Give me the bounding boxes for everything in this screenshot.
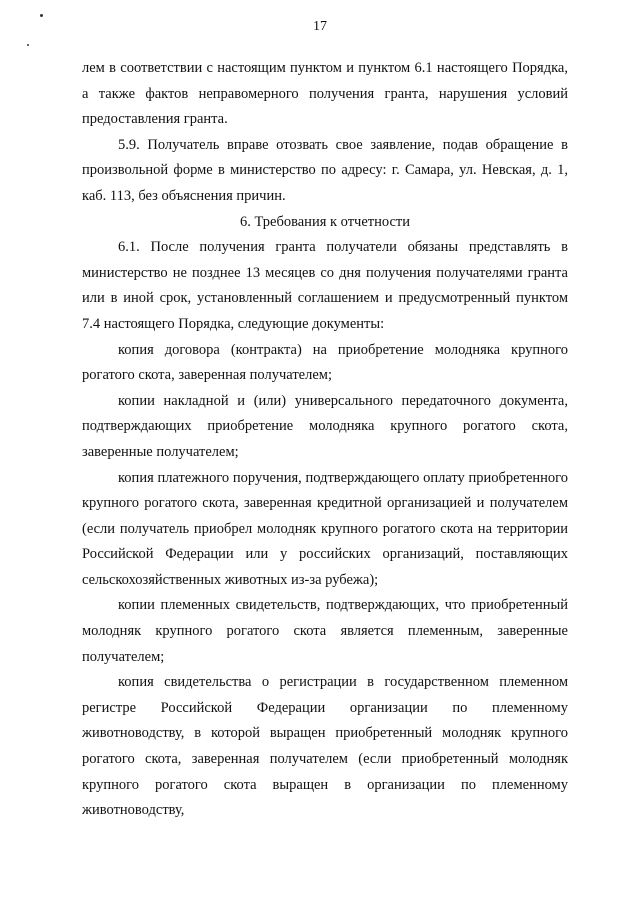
section-heading-6: 6. Требования к отчетности <box>239 213 411 230</box>
paragraph-6-1: 6.1. После получения гранта получатели обязаны представлять в министерство не позднее 13 месяцев со дня получения получателями гранта или в иной срок, установленный соглашением и предусмотренный пунктом 7.4 настоящего Порядка, следующие документы: <box>82 239 568 332</box>
scan-speck <box>40 14 43 17</box>
document-item-breeding-certificates: копии племенных свидетельств, подтверждающих, что приобретенный молодняк крупного рогатого скота является племенным, заверенные получателем; <box>82 597 568 665</box>
document-item-registration-certificate: копия свидетельства о регистрации в государственном племенном регистре Российской Федерации организации по племенному животноводству, в которой выращен приобретенный молодняк крупного рогатого скота, заверенная получателем (если приобретенный молодняк крупного рогатого скота выращен в организации по племенному животноводству, <box>82 674 568 819</box>
document-item-contract-copy: копия договора (контракта) на приобретение молодняка крупного рогатого скота, заверенная получателем; <box>82 341 568 384</box>
document-item-invoice-copies: копии накладной и (или) универсального передаточного документа, подтверждающих приобретение молодняка крупного рогатого скота, заверенные получателем; <box>82 392 568 460</box>
document-item-payment-order-copy: копия платежного поручения, подтверждающего оплату приобретенного крупного рогатого скота, заверенная кредитной организацией и получателем (если получатель приобрел молодняк крупного рогатого скота на территории Российской Федерации или у российских организаций, поставляющих сельскохозяйственных животных из-за рубежа); <box>82 469 568 588</box>
page-number: 17 <box>313 19 327 34</box>
document-body <box>82 56 568 824</box>
paragraph-5-9: 5.9. Получатель вправе отозвать свое заявление, подав обращение в произвольной форме в министерство по адресу: г. Самара, ул. Невская, д. 1, каб. 113, без объяснения причин. <box>82 136 568 204</box>
paragraph-continuation: лем в соответствии с настоящим пунктом и пунктом 6.1 настоящего Порядка, а также фактов неправомерного получения гранта, нарушения условий предоставления гранта. <box>82 60 568 128</box>
scan-speck <box>27 44 29 46</box>
